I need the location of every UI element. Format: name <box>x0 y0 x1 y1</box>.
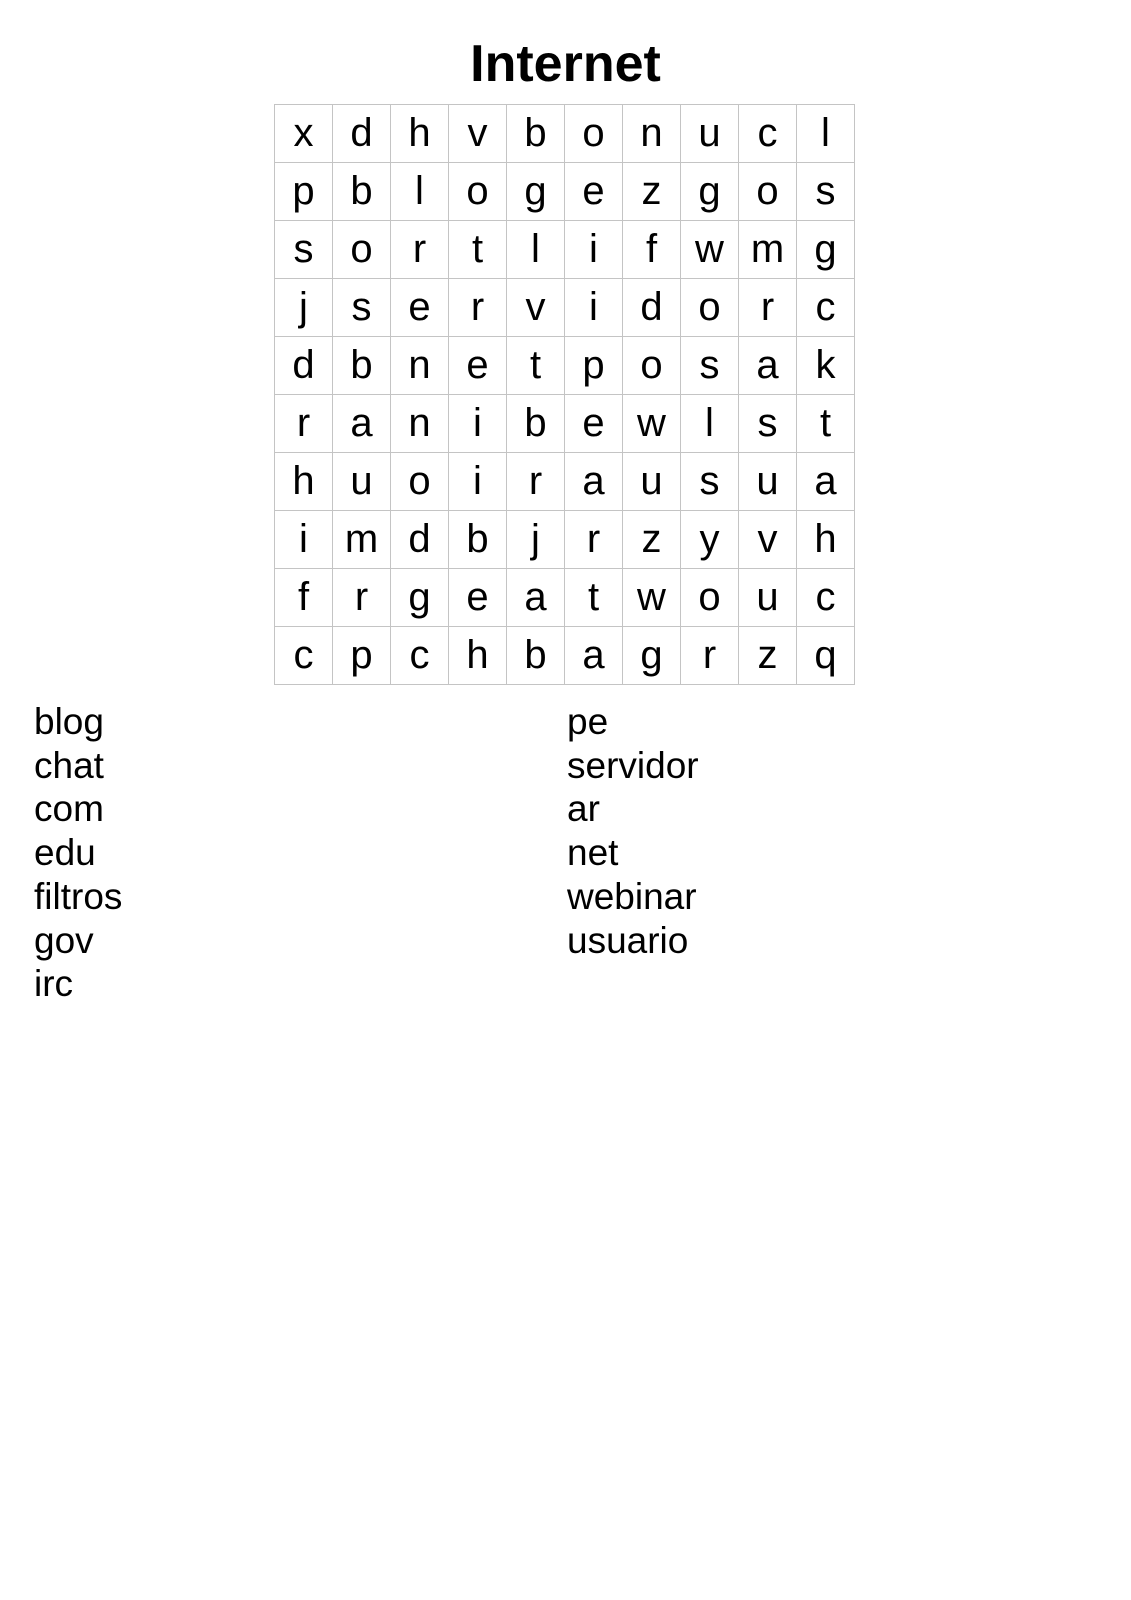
grid-cell: c <box>797 279 855 337</box>
grid-cell: c <box>391 627 449 685</box>
grid-cell: j <box>275 279 333 337</box>
word-list-item: edu <box>34 832 96 874</box>
grid-row <box>275 337 855 395</box>
grid-cell: s <box>333 279 391 337</box>
word-list-item: gov <box>34 919 94 961</box>
grid-cell: b <box>507 105 565 163</box>
grid-cell: a <box>797 453 855 511</box>
grid-cell: n <box>391 395 449 453</box>
grid-cell: f <box>275 569 333 627</box>
word-list-item: blog <box>34 701 104 742</box>
grid-cell: d <box>623 279 681 337</box>
grid-cell: l <box>797 105 855 163</box>
grid-cell: r <box>391 221 449 279</box>
word-list-item: servidor <box>567 744 699 786</box>
word-list-item: irc <box>34 963 74 1005</box>
grid-cell: g <box>797 221 855 279</box>
grid-cell: v <box>507 279 565 337</box>
grid-cell: p <box>275 163 333 221</box>
grid-cell: a <box>565 453 623 511</box>
grid-cell: u <box>623 453 681 511</box>
grid-cell: s <box>681 453 739 511</box>
grid-cell: b <box>507 395 565 453</box>
grid-cell: o <box>623 337 681 395</box>
grid-row <box>275 105 855 163</box>
grid-cell: h <box>275 453 333 511</box>
grid-cell: n <box>391 337 449 395</box>
grid-cell: j <box>507 511 565 569</box>
grid-cell: n <box>623 105 681 163</box>
grid-row <box>275 569 855 627</box>
grid-cell: g <box>681 163 739 221</box>
grid-cell: p <box>333 627 391 685</box>
grid-cell: m <box>739 221 797 279</box>
word-list-left <box>34 700 122 1006</box>
grid-cell: y <box>681 511 739 569</box>
grid-cell: d <box>333 105 391 163</box>
grid-cell: s <box>739 395 797 453</box>
grid-cell: m <box>333 511 391 569</box>
grid-cell: h <box>797 511 855 569</box>
grid-cell: z <box>623 163 681 221</box>
grid-cell: l <box>681 395 739 453</box>
grid-cell: z <box>623 511 681 569</box>
grid-cell: a <box>565 627 623 685</box>
grid-cell: e <box>565 395 623 453</box>
grid-cell: i <box>565 279 623 337</box>
grid-row <box>275 627 855 685</box>
grid-row <box>275 453 855 511</box>
grid-cell: k <box>797 337 855 395</box>
word-list-item: filtros <box>34 875 123 917</box>
grid-cell: i <box>275 511 333 569</box>
grid-cell: o <box>681 569 739 627</box>
grid-cell: e <box>449 337 507 395</box>
grid-cell: o <box>449 163 507 221</box>
grid-cell: d <box>391 511 449 569</box>
grid-cell: b <box>449 511 507 569</box>
grid-cell: g <box>391 569 449 627</box>
grid-cell: u <box>739 453 797 511</box>
grid-row <box>275 279 855 337</box>
grid-cell: o <box>681 279 739 337</box>
word-list-right <box>567 700 699 962</box>
word-list-item: pe <box>567 701 609 742</box>
grid-cell: i <box>449 453 507 511</box>
grid-cell: c <box>739 105 797 163</box>
grid-row <box>275 511 855 569</box>
grid-cell: b <box>333 337 391 395</box>
grid-cell: x <box>275 105 333 163</box>
grid-cell: d <box>275 337 333 395</box>
grid-cell: t <box>507 337 565 395</box>
grid-cell: u <box>739 569 797 627</box>
grid-cell: h <box>449 627 507 685</box>
grid-cell: e <box>449 569 507 627</box>
grid-cell: o <box>739 163 797 221</box>
word-search-grid <box>274 104 855 685</box>
page-title: Internet <box>470 35 661 93</box>
grid-cell: q <box>797 627 855 685</box>
grid-cell: t <box>449 221 507 279</box>
grid-cell: g <box>623 627 681 685</box>
grid-cell: f <box>623 221 681 279</box>
grid-cell: a <box>507 569 565 627</box>
grid-cell: r <box>681 627 739 685</box>
grid-cell: r <box>507 453 565 511</box>
grid-row <box>275 395 855 453</box>
grid-body <box>275 105 855 685</box>
grid-cell: r <box>565 511 623 569</box>
grid-cell: l <box>391 163 449 221</box>
grid-cell: z <box>739 627 797 685</box>
grid-cell: o <box>391 453 449 511</box>
grid-cell: t <box>797 395 855 453</box>
grid-row <box>275 163 855 221</box>
grid-cell: e <box>565 163 623 221</box>
grid-cell: s <box>681 337 739 395</box>
grid-cell: c <box>797 569 855 627</box>
grid-cell: i <box>449 395 507 453</box>
grid-cell: p <box>565 337 623 395</box>
grid-cell: s <box>275 221 333 279</box>
word-list-item: webinar <box>567 875 697 917</box>
grid-cell: r <box>449 279 507 337</box>
grid-cell: g <box>507 163 565 221</box>
grid-cell: b <box>333 163 391 221</box>
grid-cell: u <box>681 105 739 163</box>
grid-cell: t <box>565 569 623 627</box>
word-list-item: chat <box>34 744 104 786</box>
grid-cell: r <box>333 569 391 627</box>
grid-cell: o <box>333 221 391 279</box>
grid-cell: o <box>565 105 623 163</box>
grid-cell: l <box>507 221 565 279</box>
grid-cell: w <box>681 221 739 279</box>
grid-cell: r <box>739 279 797 337</box>
grid-cell: r <box>275 395 333 453</box>
grid-cell: v <box>449 105 507 163</box>
grid-cell: s <box>797 163 855 221</box>
grid-cell: a <box>333 395 391 453</box>
word-list-item: com <box>34 788 104 830</box>
grid-row <box>275 221 855 279</box>
grid-cell: c <box>275 627 333 685</box>
grid-cell: i <box>565 221 623 279</box>
grid-cell: b <box>507 627 565 685</box>
grid-cell: e <box>391 279 449 337</box>
word-list-item: net <box>567 832 619 874</box>
grid-cell: v <box>739 511 797 569</box>
word-list-item: usuario <box>567 919 689 961</box>
grid-cell: u <box>333 453 391 511</box>
word-list-item: ar <box>567 788 600 830</box>
grid-cell: a <box>739 337 797 395</box>
grid-cell: w <box>623 395 681 453</box>
grid-cell: h <box>391 105 449 163</box>
grid-cell: w <box>623 569 681 627</box>
